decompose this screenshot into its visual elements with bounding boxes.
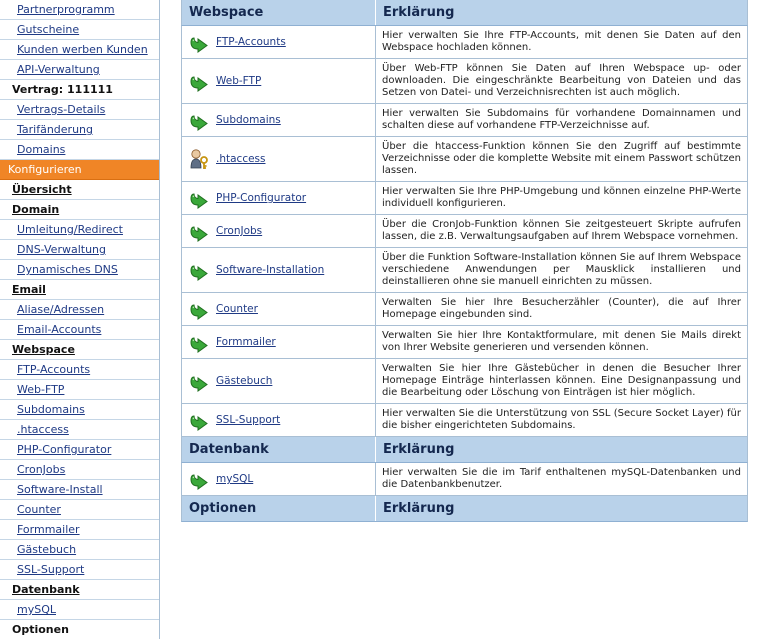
feature-cell (182, 463, 376, 495)
sidebar-item-php-configurator[interactable]: PHP-Configurator (0, 440, 159, 460)
table-row (181, 248, 748, 293)
feature-link-php-configurator[interactable]: PHP-Configurator (216, 192, 307, 204)
section-title: Optionen (182, 496, 376, 521)
sidebar-item-htaccess[interactable]: .htaccess (0, 420, 159, 440)
green-arrow-icon[interactable] (188, 468, 210, 490)
sidebar-item-email[interactable]: Email (0, 280, 159, 300)
feature-cell (182, 59, 376, 103)
description-text: Verwalten Sie hier Ihre Gästebücher in denen die Besucher Ihrer Homepage Einträge hinterlassen können. Eine Designanpassung und die Bearbeitung oder Löschung von Einträgen ist hier möglich. (382, 363, 741, 398)
table-row (181, 104, 748, 137)
feature-cell (182, 293, 376, 325)
green-arrow-icon[interactable] (188, 331, 210, 353)
description-cell (376, 248, 747, 292)
description-text: Hier verwalten Sie Ihre PHP-Umgebung und können einzelne PHP-Werte individuell konfigurieren. (382, 186, 741, 209)
feature-link-mysql[interactable]: mySQL (216, 473, 254, 485)
sidebar-item-datenbank[interactable]: Datenbank (0, 580, 159, 600)
feature-link-subdomains[interactable]: Subdomains (216, 114, 281, 126)
sidebar-item-umleitung-redirect[interactable]: Umleitung/Redirect (0, 220, 159, 240)
feature-cell (182, 137, 376, 181)
sidebar-item-cronjobs[interactable]: CronJobs (0, 460, 159, 480)
feature-link-counter[interactable]: Counter (216, 303, 258, 315)
description-cell (376, 293, 747, 325)
section-header-datenbank (181, 437, 748, 463)
description-cell (376, 59, 747, 103)
description-cell (376, 182, 747, 214)
sidebar-item-software-install[interactable]: Software-Install (0, 480, 159, 500)
table-row (181, 182, 748, 215)
table-row (181, 215, 748, 248)
description-text: Über Web-FTP können Sie Daten auf Ihren Webspace up- oder downloaden. Die eingeschränkte Bearbeitung von Dateien und das Setzen von Datei- und Verzeichnisrechten ist auch möglich. (382, 63, 741, 98)
sidebar-item-vertrags-details[interactable]: Vertrags-Details (0, 100, 159, 120)
feature-link-cronjobs[interactable]: CronJobs (216, 225, 263, 237)
sidebar-item-api-verwaltung[interactable]: API-Verwaltung (0, 60, 159, 80)
explain-header: Erklärung (383, 442, 455, 457)
green-arrow-icon[interactable] (188, 409, 210, 431)
sidebar-item-aliase-adressen[interactable]: Aliase/Adressen (0, 300, 159, 320)
sidebar-item-email-accounts[interactable]: Email-Accounts (0, 320, 159, 340)
feature-cell (182, 215, 376, 247)
description-text: Hier verwalten Sie Subdomains für vorhandene Domainnamen und schalten diese auf vorhandene FTP-Verzeichnisse auf. (382, 108, 741, 131)
sidebar-item-partnerprogramm[interactable]: Partnerprogramm (0, 0, 159, 20)
sidebar-item-vertrag-111111: Vertrag: 111111 (0, 80, 159, 100)
table-row (181, 404, 748, 437)
feature-link-formmailer[interactable]: Formmailer (216, 336, 276, 348)
sidebar-item-formmailer[interactable]: Formmailer (0, 520, 159, 540)
sidebar-item-domain[interactable]: Domain (0, 200, 159, 220)
sidebar-item-ssl-support[interactable]: SSL-Support (0, 560, 159, 580)
feature-cell (182, 248, 376, 292)
green-arrow-icon[interactable] (188, 70, 210, 92)
sidebar-item-dynamisches-dns[interactable]: Dynamisches DNS (0, 260, 159, 280)
table-row (181, 326, 748, 359)
sidebar-item-mysql[interactable]: mySQL (0, 600, 159, 620)
feature-cell (182, 104, 376, 136)
green-arrow-icon[interactable] (188, 220, 210, 242)
table-row (181, 293, 748, 326)
description-cell (376, 26, 747, 58)
feature-cell (182, 26, 376, 58)
sidebar (0, 0, 160, 639)
sidebar-item-ftp-accounts[interactable]: FTP-Accounts (0, 360, 159, 380)
table-row (181, 26, 748, 59)
table-row (181, 463, 748, 496)
description-cell (376, 215, 747, 247)
green-arrow-icon[interactable] (188, 187, 210, 209)
sidebar-item-dns-verwaltung[interactable]: DNS-Verwaltung (0, 240, 159, 260)
feature-link-gaestebuch[interactable]: Gästebuch (216, 375, 273, 387)
green-arrow-icon[interactable] (188, 31, 210, 53)
sidebar-item-web-ftp[interactable]: Web-FTP (0, 380, 159, 400)
description-text: Hier verwalten Sie die im Tarif enthaltenen mySQL-Datenbanken und die Datenbankbenutzer. (382, 467, 741, 490)
sidebar-item-optionen: Optionen (0, 620, 159, 639)
table-row (181, 359, 748, 404)
feature-link-web-ftp[interactable]: Web-FTP (216, 75, 262, 87)
section-title: Datenbank (182, 437, 376, 462)
main-content (181, 0, 748, 522)
feature-link-htaccess[interactable]: .htaccess (216, 153, 266, 165)
sidebar-item-uebersicht[interactable]: Übersicht (0, 180, 159, 200)
description-cell (376, 404, 747, 436)
sidebar-item-gaestebuch[interactable]: Gästebuch (0, 540, 159, 560)
feature-link-ftp-accounts[interactable]: FTP-Accounts (216, 36, 286, 48)
section-header-webspace (181, 0, 748, 26)
sidebar-item-subdomains[interactable]: Subdomains (0, 400, 159, 420)
green-arrow-icon[interactable] (188, 109, 210, 131)
feature-link-ssl-support[interactable]: SSL-Support (216, 414, 281, 426)
person-key-icon[interactable] (188, 148, 210, 170)
sidebar-item-kunden-werben-kunden[interactable]: Kunden werben Kunden (0, 40, 159, 60)
feature-cell (182, 182, 376, 214)
description-cell (376, 137, 747, 181)
description-cell (376, 463, 747, 495)
feature-cell (182, 326, 376, 358)
description-text: Über die Funktion Software-Installation können Sie auf Ihrem Webspace verschiedene Anwendungen per Mausklick installieren und deinstallieren ohne sie manuell einrichten zu müssen. (382, 252, 741, 287)
description-text: Hier verwalten Sie die Unterstützung von SSL (Secure Socket Layer) für die bisher eingerichteten Subdomains. (382, 408, 741, 431)
explain-header: Erklärung (383, 5, 455, 20)
sidebar-item-tarifaenderung[interactable]: Tarifänderung (0, 120, 159, 140)
sidebar-item-webspace[interactable]: Webspace (0, 340, 159, 360)
table-row (181, 59, 748, 104)
sidebar-item-domains[interactable]: Domains (0, 140, 159, 160)
description-cell (376, 326, 747, 358)
table-row (181, 137, 748, 182)
feature-link-software-installation[interactable]: Software-Installation (216, 264, 325, 276)
description-cell (376, 359, 747, 403)
sidebar-item-konfigurieren[interactable]: Konfigurieren (0, 160, 159, 180)
green-arrow-icon[interactable] (188, 298, 210, 320)
description-text: Über die CronJob-Funktion können Sie zeitgesteuert Skripte aufrufen lassen, die z.B. Verwaltungsaufgaben auf Ihrem Webspace vornehmen. (382, 219, 741, 242)
explain-header: Erklärung (383, 501, 455, 516)
description-text: Verwalten Sie hier Ihre Kontaktformulare, mit denen Sie Mails direkt von Ihrer Website generieren und versenden können. (382, 330, 741, 353)
section-title: Webspace (182, 0, 376, 25)
description-text: Hier verwalten Sie Ihre FTP-Accounts, mit denen Sie Daten auf den Webspace hochladen können. (382, 30, 741, 53)
sidebar-item-counter[interactable]: Counter (0, 500, 159, 520)
green-arrow-icon[interactable] (188, 259, 210, 281)
green-arrow-icon[interactable] (188, 370, 210, 392)
feature-cell (182, 404, 376, 436)
description-cell (376, 104, 747, 136)
section-header-optionen (181, 496, 748, 522)
feature-cell (182, 359, 376, 403)
sidebar-item-gutscheine[interactable]: Gutscheine (0, 20, 159, 40)
description-text: Über die htaccess-Funktion können Sie den Zugriff auf bestimmte Verzeichnisse oder die komplette Website mit einem Passwort schützen lassen. (382, 141, 742, 176)
description-text: Verwalten Sie hier Ihre Besucherzähler (Counter), die auf Ihrer Homepage eingebunden sind. (382, 297, 741, 320)
